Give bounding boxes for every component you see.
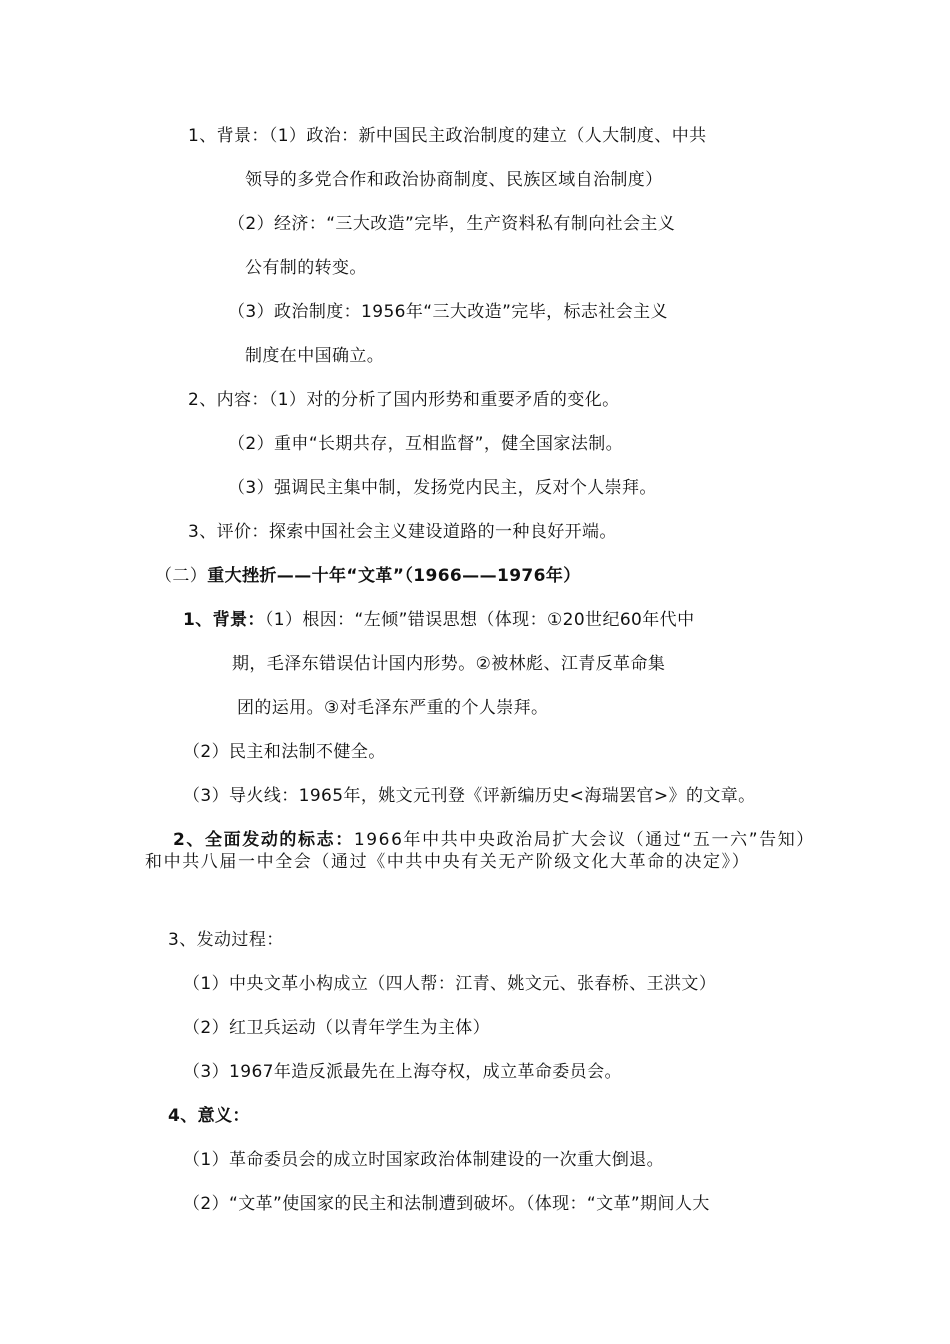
text-line: 3、发动过程： <box>168 930 284 950</box>
text-line: 公有制的转变。 <box>245 258 367 278</box>
lead-label: 2、全面发动的标志： <box>173 830 354 850</box>
text-line: （3）1967年造反派最先在上海夺权，成立革命委员会。 <box>183 1062 622 1082</box>
text-line: （1）革命委员会的成立时国家政治体制建设的一次重大倒退。 <box>183 1150 665 1170</box>
text-line: 2、内容：（1）对的分析了国内形势和重要矛盾的变化。 <box>188 390 620 410</box>
text-line: 3、评价：探索中国社会主义建设道路的一种良好开端。 <box>188 522 617 542</box>
lead-label: 1、背景： <box>183 610 265 630</box>
text-line: 团的运用。③对毛泽东严重的个人崇拜。 <box>237 698 549 718</box>
subheading: 4、意义： <box>168 1106 250 1126</box>
text-line: （3）强调民主集中制，发扬党内民主，反对个人崇拜。 <box>228 478 657 498</box>
line-body: （1）根因：“左倾”错误思想（体现：①20世纪60年代中 <box>264 610 695 630</box>
section-heading <box>155 565 581 587</box>
text-line: （1）中央文革小构成立（四人帮：江青、姚文元、张春桥、王洪文） <box>183 974 717 994</box>
text-line: 期，毛泽东错误估计国内形势。②被林彪、江青反革命集 <box>232 654 666 674</box>
text-line: （2）经济：“三大改造”完毕，生产资料私有制向社会主义 <box>228 214 676 234</box>
section-number: （二） <box>155 566 208 586</box>
section-title: 重大挫折——十年“文革”（1966——1976年） <box>207 566 581 586</box>
wrapped-paragraph <box>145 829 810 873</box>
text-line: （3）导火线：1965年，姚文元刊登《评新编历史<海瑞罢官>》的文章。 <box>183 786 756 806</box>
text-line: （2）民主和法制不健全。 <box>183 742 386 762</box>
text-line: （2）红卫兵运动（以青年学生为主体） <box>183 1018 491 1038</box>
text-line: 1、背景：（1）政治：新中国民主政治制度的建立（人大制度、中共 <box>188 126 707 146</box>
paragraph-body: 1966年中共中央政治局扩大会议（通过“五一六”告知）和中共八届一中全会（通过《中共中央有关无产阶级文化大革命的决定》） <box>145 830 807 872</box>
text-line <box>183 609 694 631</box>
text-line: （3）政治制度：1956年“三大改造”完毕，标志社会主义 <box>228 302 668 322</box>
text-line: （2）“文革”使国家的民主和法制遭到破坏。（体现：“文革”期间人大 <box>183 1194 710 1214</box>
text-line: （2）重申“长期共存，互相监督”，健全国家法制。 <box>228 434 624 454</box>
text-line: 制度在中国确立。 <box>245 346 385 366</box>
text-line: 领导的多党合作和政治协商制度、民族区域自治制度） <box>245 170 663 190</box>
